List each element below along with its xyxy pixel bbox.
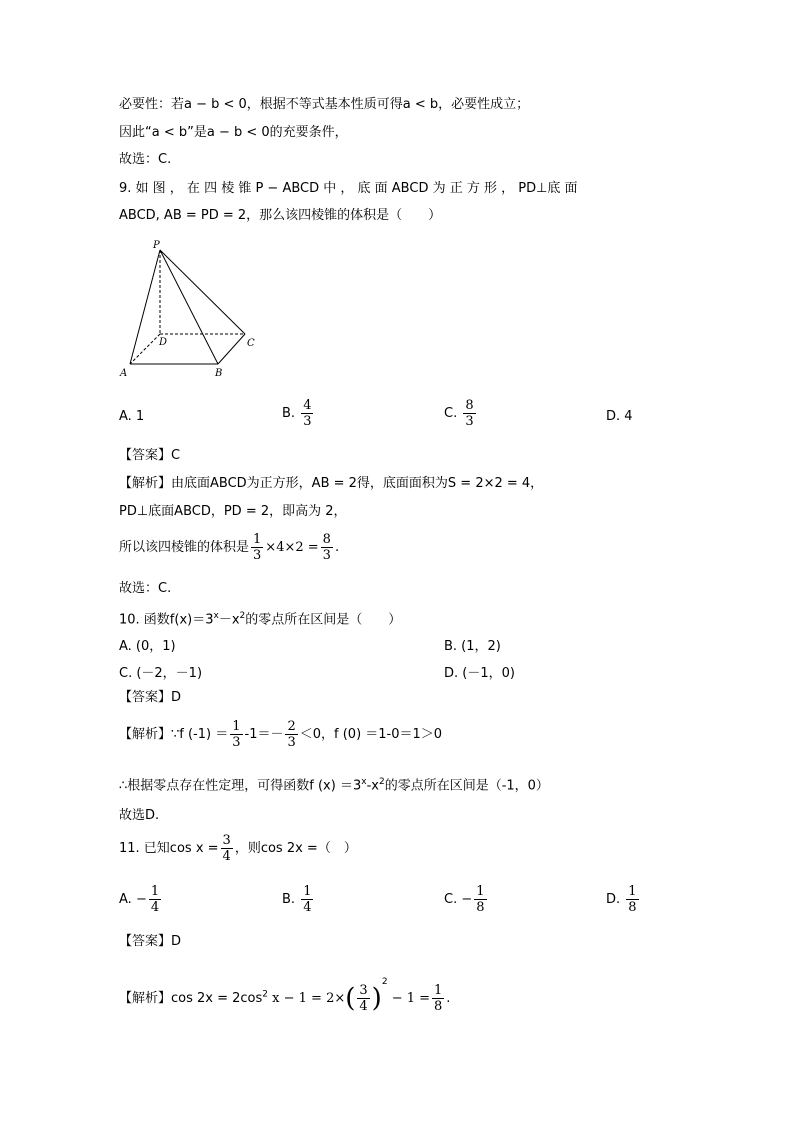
q9-analysis-3-mid: ×4×2 = [265,540,319,555]
left-paren: ( [345,983,356,1014]
edge-pb [160,250,218,364]
q10-therefore-prefix: ∴根据零点存在性定理，可得函数f (x) ＝3 [119,778,362,794]
conclusion-line: 因此“a < b”是a − b < 0的充要条件， [119,125,348,140]
edge-da-hidden [130,334,160,364]
q10-stem-end: 的零点所在区间是（ ） [245,612,402,628]
label-d: D [159,337,168,348]
q11-stem [119,832,357,866]
q10-analysis-prefix: 【解析】∵f (-1) ＝ [119,727,229,742]
q9-option-c [444,398,478,429]
q10-analysis-mid: -1＝－ [244,727,284,742]
q11-option-d-prefix: D. [606,892,621,907]
edge-pc [160,250,245,334]
q11-analysis [119,960,450,1021]
q11-analysis-mid-1: x − 1 = 2× [268,991,346,1006]
q9-analysis-3-end: . [334,540,340,555]
q10-therefore-end: 的零点所在区间是（-1，0） [384,778,549,794]
q11-stem-prefix: 11. 已知cos x = [119,841,219,856]
q11-answer: 【答案】D [119,934,182,949]
q11-option-c-fraction: $\frac{1}{8}$ [476,884,485,915]
q9-analysis-line-2: PD⊥底面ABCD，PD = 2，即高为 2， [119,504,347,519]
label-b: B [215,368,223,379]
q10-option-c: C. (－2，－1) [119,666,203,681]
q10-stem [119,607,401,629]
q10-stem-sup-2: 2 [239,611,246,621]
q11-analysis-end: . [446,991,451,1006]
label-c: C [247,338,255,349]
q11-option-b-prefix: B. [282,892,296,907]
q11-option-a [119,884,163,915]
q9-analysis-fraction-2: $\frac{8}{3}$ [322,532,331,563]
label-p: P [153,240,160,251]
q10-option-a: A. (0，1) [119,639,176,654]
q9-stem-line-1: 9. 如 图 ， 在 四 棱 锥 P − ABCD 中 ， 底 面 ABCD 为 正 方 形 ， PD⊥底 面 [119,181,578,196]
necessity-line: 必要性：若a − b < 0，根据不等式基本性质可得a < b，必要性成立； [119,97,530,112]
q9-option-b-prefix: B. [282,406,296,421]
q9-analysis-line-1: 【解析】由底面ABCD为正方形，AB = 2得，底面面积为S = 2×2 = 4， [119,476,544,491]
q10-stem-mid: －x [218,612,240,628]
q9-option-d: D. 4 [606,409,633,424]
q10-option-b: B. (1，2) [444,639,501,654]
q11-analysis-prefix: 【解析】cos 2x = 2cos [119,991,263,1006]
q11-option-a-prefix: A. [119,892,132,907]
edge-bc [218,334,245,364]
label-a: A [120,368,128,379]
q11-option-c-sign: − [461,892,473,907]
q9-option-a: A. 1 [119,409,145,424]
q9-option-c-prefix: C. [444,406,458,421]
q9-answer: 【答案】C [119,448,181,463]
q10-analysis [119,718,442,752]
q11-analysis-paren-sup: 2 [381,977,388,987]
q11-option-d-fraction: $\frac{1}{8}$ [628,884,637,915]
q10-therefore-sup-2: 2 [378,777,385,787]
q10-stem-sup-1: x [213,611,219,621]
q9-option-b-fraction: $\frac{4}{3}$ [303,398,312,429]
q11-stem-fraction: $\frac{3}{4}$ [222,833,231,864]
q10-stem-prefix: 10. 函数f(x)＝3 [119,612,214,628]
q10-therefore-sup-1: x [361,777,367,787]
q9-option-b [282,398,315,429]
q10-analysis-fraction-1: $\frac{1}{3}$ [232,719,241,750]
q9-analysis-3-prefix: 所以该四棱锥的体积是 [119,540,250,555]
q10-therefore-mid: -x [366,778,379,794]
q10-answer: 【答案】D [119,690,182,705]
q9-choose: 故选：C. [119,581,172,596]
q9-analysis-fraction-1: $\frac{1}{3}$ [253,532,262,563]
q11-analysis-result-fraction: $\frac{1}{8}$ [434,983,443,1014]
q10-option-d: D. (－1，0) [444,666,515,681]
q10-choose: 故选D. [119,808,160,823]
q11-analysis-sup: 2 [262,989,269,1000]
edge-pa [130,250,160,364]
q11-option-b [282,884,315,915]
q10-analysis-fraction-2: $\frac{2}{3}$ [287,719,296,750]
q11-option-b-fraction: $\frac{1}{4}$ [303,884,312,915]
q11-analysis-mid-2: − 1 = [387,991,431,1006]
q11-analysis-paren-fraction: $\frac{3}{4}$ [359,983,368,1014]
pyramid-figure [115,238,265,380]
right-paren: ) [371,983,382,1014]
q9-option-c-fraction: $\frac{8}{3}$ [465,398,474,429]
q10-analysis-end: ＜0，f (0) ＝1-0＝1＞0 [299,727,443,742]
q11-option-c [444,884,489,915]
choose-line: 故选：C. [119,152,172,167]
q11-stem-end: ，则cos 2x =（ ） [234,841,357,856]
q11-option-c-prefix: C. [444,892,458,907]
q11-option-a-fraction: $\frac{1}{4}$ [150,884,160,915]
q11-option-a-sign: − [135,892,147,907]
q11-option-d [606,884,641,915]
q9-stem-line-2: ABCD, AB = PD = 2，那么该四棱锥的体积是（ ） [119,208,442,223]
q10-therefore [119,773,549,795]
q9-analysis-line-3 [119,531,339,565]
